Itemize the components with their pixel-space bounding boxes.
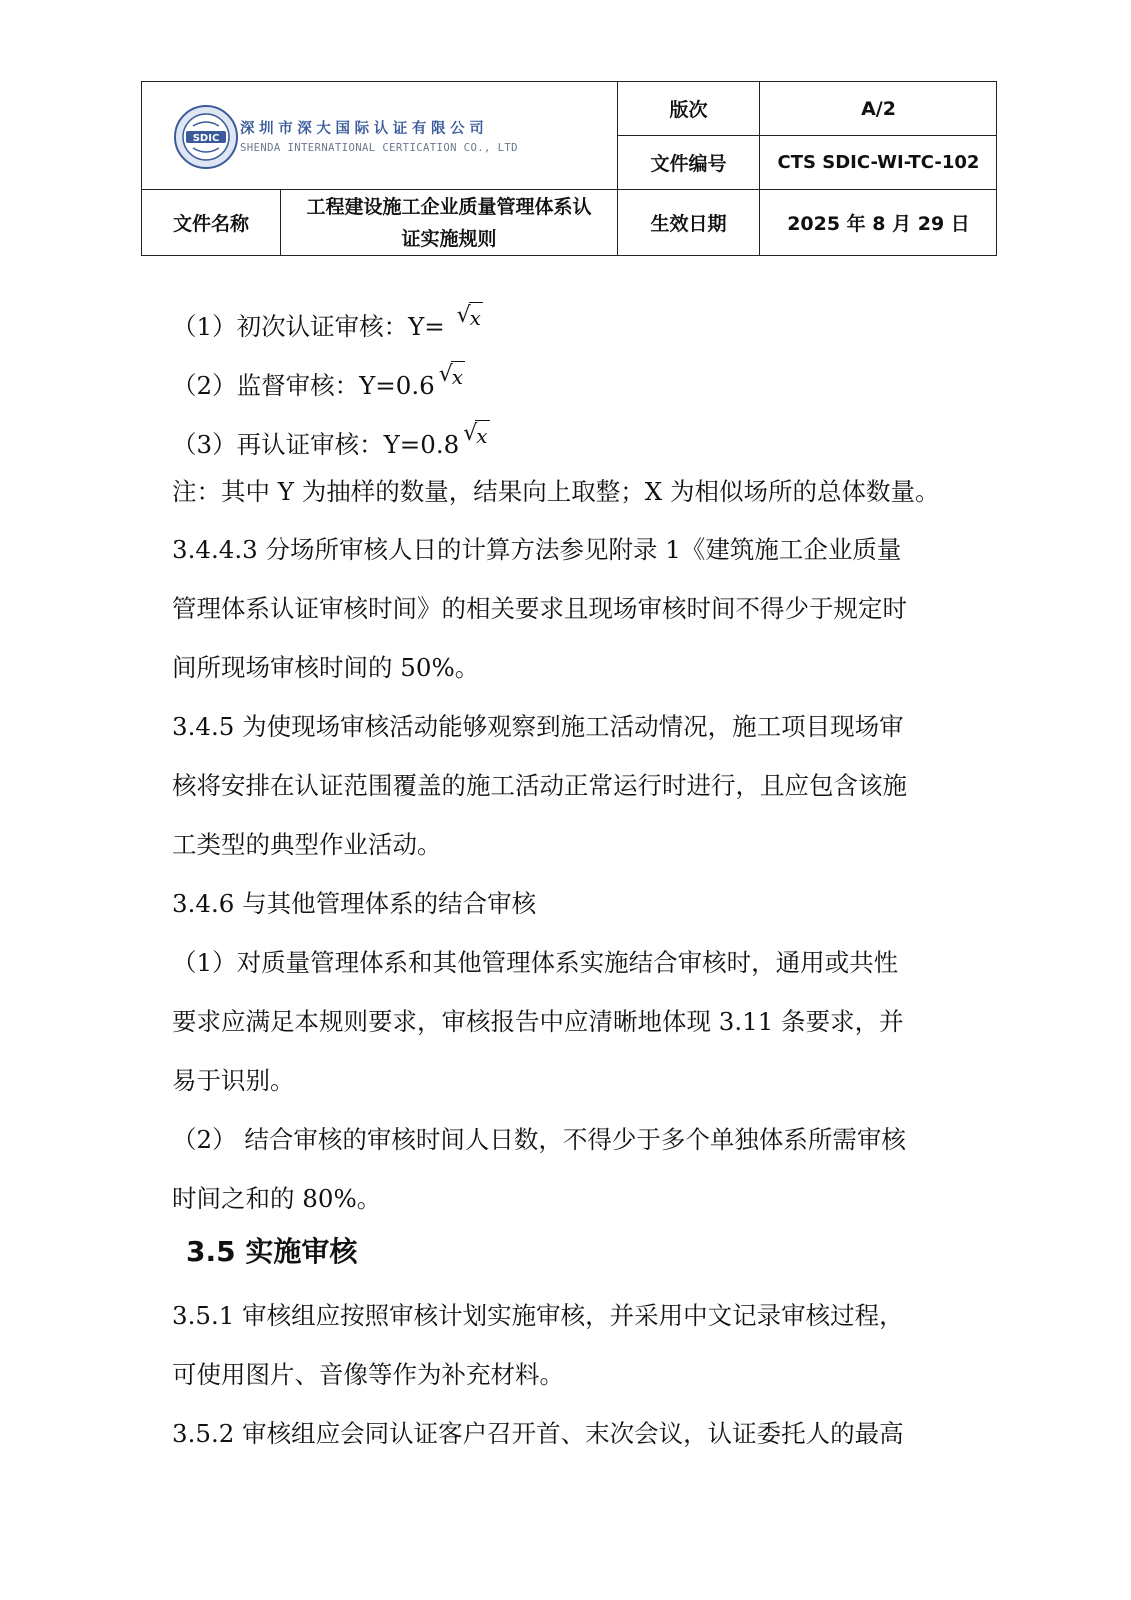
formula-recertification-text: （3）再认证审核：Y=0.8 [172, 430, 460, 459]
doc-name-line-2: 证实施规则 [401, 227, 497, 250]
doc-number-value: CTS SDIC-WI-TC-102 [777, 152, 980, 173]
clause-351-line-1: 3.5.1 审核组应按照审核计划实施审核，并采用中文记录审核过程， [172, 1301, 904, 1330]
formula-surveillance [172, 361, 463, 402]
clause-345-line-1: 3.4.5 为使现场审核活动能够观察到施工活动情况，施工项目现场审 [172, 712, 904, 741]
clause-3443-line-3: 间所现场审核时间的 50%。 [172, 653, 480, 682]
clause-351-line-2: 可使用图片、音像等作为补充材料。 [172, 1360, 564, 1389]
formula-initial [172, 302, 481, 343]
sqrt-symbol-icon: √ x [456, 303, 481, 330]
version-label: 版次 [669, 99, 708, 121]
clause-346-2-line-1: （2） 结合审核的审核时间人日数，不得少于多个单独体系所需审核 [172, 1125, 906, 1154]
doc-name-label: 文件名称 [172, 213, 249, 235]
company-name-en: SHENDA INTERNATIONAL CERTICATION CO., LTD [240, 142, 518, 154]
clause-346-1-line-1: （1）对质量管理体系和其他管理体系实施结合审核时，通用或共性 [172, 948, 899, 977]
doc-number-label: 文件编号 [650, 153, 727, 175]
company-logo-icon [173, 104, 239, 170]
sqrt-symbol-icon: √ x [463, 421, 488, 448]
logo-text: SDIC [192, 133, 220, 144]
effective-date-value: 2025 年 8 月 29 日 [787, 213, 970, 235]
clause-346-2-line-2: 时间之和的 80%。 [172, 1184, 382, 1213]
clause-345-line-3: 工类型的典型作业活动。 [172, 830, 442, 859]
doc-name-line-1: 工程建设施工企业质量管理体系认 [306, 195, 592, 218]
clause-346-heading: 3.4.6 与其他管理体系的结合审核 [172, 889, 537, 918]
section-35-heading: 3.5 实施审核 [186, 1235, 358, 1268]
note-paragraph: 注：其中 Y 为抽样的数量，结果向上取整；X 为相似场所的总体数量。 [172, 477, 940, 506]
clause-346-1-line-2: 要求应满足本规则要求，审核报告中应清晰地体现 3.11 条要求，并 [172, 1007, 904, 1036]
clause-352-line-1: 3.5.2 审核组应会同认证客户召开首、末次会议，认证委托人的最高 [172, 1419, 904, 1448]
header-table [141, 81, 997, 256]
sqrt-symbol-icon: √ x [438, 362, 464, 389]
formula-initial-text: （1）初次认证审核：Y= [172, 312, 453, 341]
formula-surveillance-text: （2）监督审核：Y=0.6 [172, 371, 435, 400]
effective-date-label: 生效日期 [650, 213, 727, 235]
clause-346-1-line-3: 易于识别。 [172, 1066, 295, 1095]
company-name-cn: 深圳市深大国际认证有限公司 [240, 121, 489, 137]
clause-3443-line-2: 管理体系认证审核时间》的相关要求且现场审核时间不得少于规定时 [172, 594, 907, 623]
version-value: A/2 [861, 97, 896, 120]
doc-name-value [281, 190, 617, 255]
formula-recertification [172, 420, 488, 461]
clause-345-line-2: 核将安排在认证范围覆盖的施工活动正常运行时进行，且应包含该施 [172, 771, 907, 800]
clause-3443-line-1: 3.4.4.3 分场所审核人日的计算方法参见附录 1《建筑施工企业质量 [172, 535, 902, 564]
